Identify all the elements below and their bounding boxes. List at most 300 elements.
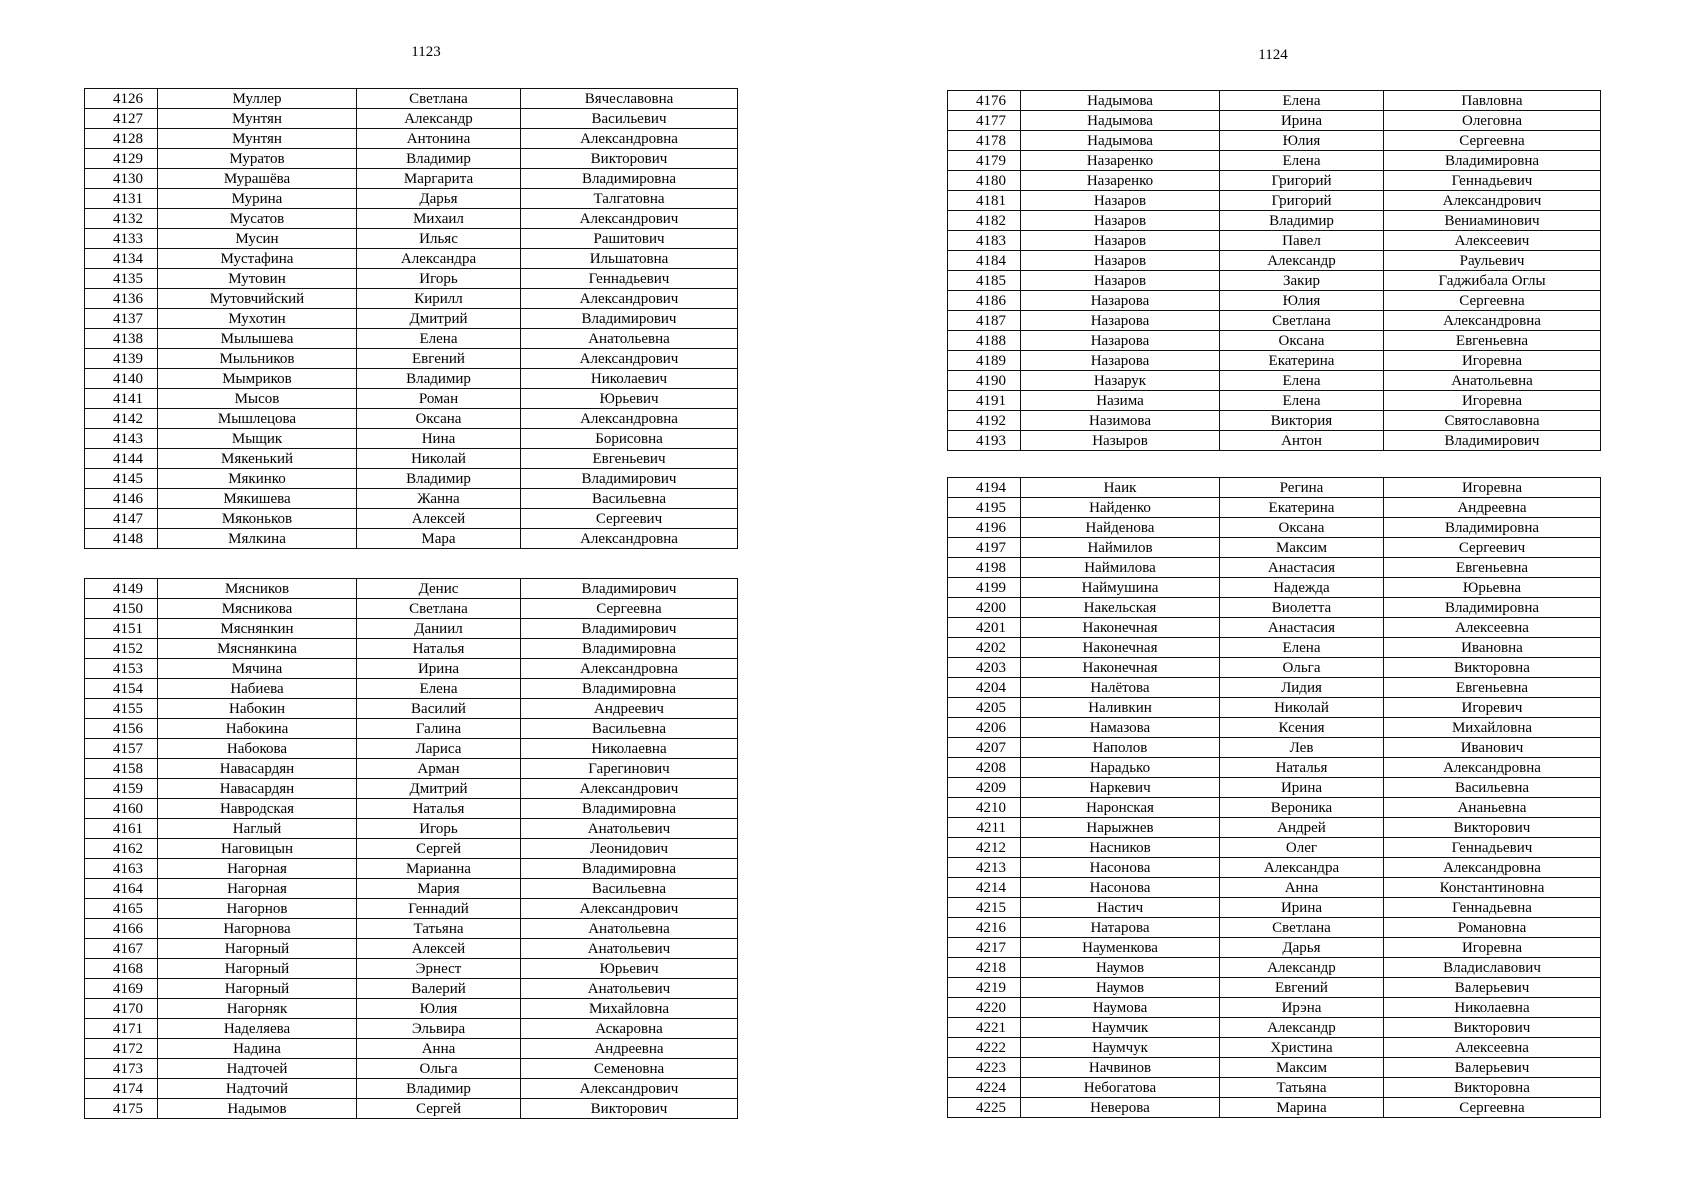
first-name: Вероника — [1220, 798, 1384, 818]
last-name: Назима — [1021, 391, 1220, 411]
patronymic: Алексеевна — [1384, 1038, 1601, 1058]
patronymic: Олеговна — [1384, 111, 1601, 131]
patronymic: Александрович — [521, 349, 738, 369]
first-name: Николай — [1220, 698, 1384, 718]
table-row — [85, 449, 738, 469]
entry-number: 4224 — [948, 1078, 1021, 1098]
last-name: Назаров — [1021, 251, 1220, 271]
table-row — [948, 898, 1601, 918]
patronymic: Сергеевич — [521, 509, 738, 529]
entry-number: 4185 — [948, 271, 1021, 291]
last-name: Надымов — [158, 1099, 357, 1119]
patronymic: Аскаровна — [521, 1019, 738, 1039]
first-name: Ирина — [1220, 898, 1384, 918]
entry-number: 4161 — [85, 819, 158, 839]
entry-number: 4132 — [85, 209, 158, 229]
entry-number: 4191 — [948, 391, 1021, 411]
patronymic: Евгеньевна — [1384, 558, 1601, 578]
patronymic: Евгеньевна — [1384, 331, 1601, 351]
last-name: Наймушина — [1021, 578, 1220, 598]
entry-number: 4202 — [948, 638, 1021, 658]
last-name: Наумов — [1021, 958, 1220, 978]
last-name: Нагорная — [158, 859, 357, 879]
last-name: Нагорнов — [158, 899, 357, 919]
first-name: Сергей — [357, 839, 521, 859]
first-name: Валерий — [357, 979, 521, 999]
first-name: Татьяна — [357, 919, 521, 939]
last-name: Назарова — [1021, 311, 1220, 331]
first-name: Марианна — [357, 859, 521, 879]
entry-number: 4192 — [948, 411, 1021, 431]
last-name: Наконечная — [1021, 618, 1220, 638]
last-name: Мякишева — [158, 489, 357, 509]
table-row — [85, 289, 738, 309]
last-name: Найденова — [1021, 518, 1220, 538]
patronymic: Николаевна — [521, 739, 738, 759]
table-row — [948, 351, 1601, 371]
last-name: Мылышева — [158, 329, 357, 349]
patronymic: Анатольевич — [521, 979, 738, 999]
last-name: Надточий — [158, 1079, 357, 1099]
table-row — [948, 431, 1601, 451]
first-name: Елена — [357, 329, 521, 349]
table-row — [948, 578, 1601, 598]
patronymic: Игоревна — [1384, 478, 1601, 498]
entry-number: 4198 — [948, 558, 1021, 578]
patronymic: Геннадьевич — [1384, 838, 1601, 858]
last-name: Наркевич — [1021, 778, 1220, 798]
last-name: Мыщик — [158, 429, 357, 449]
entry-number: 4180 — [948, 171, 1021, 191]
table-row — [85, 109, 738, 129]
entry-number: 4159 — [85, 779, 158, 799]
entry-number: 4141 — [85, 389, 158, 409]
last-name: Набиева — [158, 679, 357, 699]
table-row — [85, 489, 738, 509]
table-row — [85, 349, 738, 369]
table-row — [85, 639, 738, 659]
last-name: Мурашёва — [158, 169, 357, 189]
first-name: Антон — [1220, 431, 1384, 451]
patronymic: Семеновна — [521, 1059, 738, 1079]
entry-number: 4187 — [948, 311, 1021, 331]
first-name: Александр — [357, 109, 521, 129]
table-row — [85, 679, 738, 699]
last-name: Надина — [158, 1039, 357, 1059]
entry-number: 4193 — [948, 431, 1021, 451]
patronymic: Николаевич — [521, 369, 738, 389]
patronymic: Раульевич — [1384, 251, 1601, 271]
last-name: Набокина — [158, 719, 357, 739]
last-name: Намазова — [1021, 718, 1220, 738]
patronymic: Владимировна — [521, 859, 738, 879]
last-name: Нагорняк — [158, 999, 357, 1019]
patronymic: Евгеньевич — [521, 449, 738, 469]
table-row — [85, 919, 738, 939]
last-name: Навасардян — [158, 759, 357, 779]
table-row — [948, 331, 1601, 351]
entry-number: 4151 — [85, 619, 158, 639]
table-row — [85, 89, 738, 109]
table-row — [948, 1018, 1601, 1038]
last-name: Мусатов — [158, 209, 357, 229]
first-name: Мара — [357, 529, 521, 549]
entry-number: 4137 — [85, 309, 158, 329]
entry-number: 4146 — [85, 489, 158, 509]
last-name: Мяконьков — [158, 509, 357, 529]
table-row — [948, 758, 1601, 778]
first-name: Алексей — [357, 509, 521, 529]
entry-number: 4214 — [948, 878, 1021, 898]
first-name: Анна — [357, 1039, 521, 1059]
last-name: Мусин — [158, 229, 357, 249]
entry-number: 4173 — [85, 1059, 158, 1079]
table-row — [948, 518, 1601, 538]
table-row — [948, 958, 1601, 978]
patronymic: Сергеевич — [1384, 538, 1601, 558]
table-row — [948, 638, 1601, 658]
entry-number: 4166 — [85, 919, 158, 939]
table-row — [948, 231, 1601, 251]
entry-number: 4188 — [948, 331, 1021, 351]
table-row — [948, 678, 1601, 698]
table-row — [85, 429, 738, 449]
patronymic: Леонидович — [521, 839, 738, 859]
patronymic: Геннадьевич — [1384, 171, 1601, 191]
first-name: Эрнест — [357, 959, 521, 979]
table-row — [85, 269, 738, 289]
first-name: Анастасия — [1220, 558, 1384, 578]
table-row — [948, 191, 1601, 211]
last-name: Нарадько — [1021, 758, 1220, 778]
entry-number: 4149 — [85, 579, 158, 599]
table-row — [948, 998, 1601, 1018]
entry-number: 4131 — [85, 189, 158, 209]
name-table — [84, 578, 738, 1119]
table-row — [948, 838, 1601, 858]
table-row — [948, 878, 1601, 898]
last-name: Надточей — [158, 1059, 357, 1079]
entry-number: 4205 — [948, 698, 1021, 718]
entry-number: 4147 — [85, 509, 158, 529]
last-name: Навродская — [158, 799, 357, 819]
entry-number: 4178 — [948, 131, 1021, 151]
last-name: Навасардян — [158, 779, 357, 799]
entry-number: 4206 — [948, 718, 1021, 738]
entry-number: 4150 — [85, 599, 158, 619]
entry-number: 4169 — [85, 979, 158, 999]
last-name: Назаров — [1021, 191, 1220, 211]
entry-number: 4183 — [948, 231, 1021, 251]
table-row — [948, 391, 1601, 411]
table-row — [85, 229, 738, 249]
last-name: Наговицын — [158, 839, 357, 859]
name-table — [947, 90, 1601, 451]
entry-number: 4204 — [948, 678, 1021, 698]
last-name: Мяснянкина — [158, 639, 357, 659]
first-name: Елена — [1220, 151, 1384, 171]
patronymic: Александрович — [521, 1079, 738, 1099]
first-name: Евгений — [1220, 978, 1384, 998]
table-row — [948, 1038, 1601, 1058]
table-row — [85, 329, 738, 349]
entry-number: 4181 — [948, 191, 1021, 211]
first-name: Андрей — [1220, 818, 1384, 838]
last-name: Начвинов — [1021, 1058, 1220, 1078]
patronymic: Алексеевна — [1384, 618, 1601, 638]
first-name: Дмитрий — [357, 309, 521, 329]
last-name: Назарова — [1021, 331, 1220, 351]
entry-number: 4142 — [85, 409, 158, 429]
table-row — [85, 129, 738, 149]
patronymic: Гаджибала Оглы — [1384, 271, 1601, 291]
patronymic: Александровна — [1384, 311, 1601, 331]
first-name: Игорь — [357, 269, 521, 289]
last-name: Насонова — [1021, 878, 1220, 898]
last-name: Назаров — [1021, 211, 1220, 231]
patronymic: Юрьевич — [521, 959, 738, 979]
first-name: Павел — [1220, 231, 1384, 251]
patronymic: Владимирович — [521, 309, 738, 329]
first-name: Елена — [1220, 638, 1384, 658]
first-name: Ирина — [1220, 778, 1384, 798]
entry-number: 4130 — [85, 169, 158, 189]
patronymic: Михайловна — [521, 999, 738, 1019]
table-row — [948, 211, 1601, 231]
first-name: Юлия — [357, 999, 521, 1019]
patronymic: Борисовна — [521, 429, 738, 449]
last-name: Неверова — [1021, 1098, 1220, 1118]
table-row — [948, 111, 1601, 131]
table-row — [948, 1058, 1601, 1078]
patronymic: Павловна — [1384, 91, 1601, 111]
table-row — [85, 799, 738, 819]
first-name: Дарья — [1220, 938, 1384, 958]
patronymic: Святославовна — [1384, 411, 1601, 431]
last-name: Наумова — [1021, 998, 1220, 1018]
entry-number: 4126 — [85, 89, 158, 109]
last-name: Назыров — [1021, 431, 1220, 451]
entry-number: 4175 — [85, 1099, 158, 1119]
patronymic: Игоревна — [1384, 391, 1601, 411]
patronymic: Игоревна — [1384, 351, 1601, 371]
table-row — [85, 779, 738, 799]
table-row — [85, 1039, 738, 1059]
entry-number: 4213 — [948, 858, 1021, 878]
last-name: Нагорный — [158, 959, 357, 979]
first-name: Наталья — [357, 799, 521, 819]
patronymic: Валерьевич — [1384, 1058, 1601, 1078]
entry-number: 4158 — [85, 759, 158, 779]
table-row — [948, 618, 1601, 638]
last-name: Наик — [1021, 478, 1220, 498]
table-row — [948, 858, 1601, 878]
last-name: Мутовин — [158, 269, 357, 289]
first-name: Александр — [1220, 1018, 1384, 1038]
first-name: Лариса — [357, 739, 521, 759]
table-row — [85, 879, 738, 899]
last-name: Мялкина — [158, 529, 357, 549]
first-name: Даниил — [357, 619, 521, 639]
entry-number: 4164 — [85, 879, 158, 899]
first-name: Юлия — [1220, 291, 1384, 311]
first-name: Виолетта — [1220, 598, 1384, 618]
entry-number: 4190 — [948, 371, 1021, 391]
first-name: Марина — [1220, 1098, 1384, 1118]
table-row — [85, 169, 738, 189]
last-name: Мустафина — [158, 249, 357, 269]
table-row — [85, 209, 738, 229]
entry-number: 4203 — [948, 658, 1021, 678]
entry-number: 4136 — [85, 289, 158, 309]
patronymic: Владимирович — [521, 579, 738, 599]
table-row — [948, 498, 1601, 518]
entry-number: 4155 — [85, 699, 158, 719]
table-row — [85, 979, 738, 999]
table-row — [85, 1099, 738, 1119]
first-name: Евгений — [357, 349, 521, 369]
entry-number: 4212 — [948, 838, 1021, 858]
last-name: Мясникова — [158, 599, 357, 619]
first-name: Василий — [357, 699, 521, 719]
patronymic: Андреевна — [521, 1039, 738, 1059]
patronymic: Александровна — [1384, 858, 1601, 878]
first-name: Мария — [357, 879, 521, 899]
table-row — [948, 598, 1601, 618]
table-row — [85, 1059, 738, 1079]
table-row — [948, 291, 1601, 311]
patronymic: Николаевна — [1384, 998, 1601, 1018]
patronymic: Александровна — [521, 529, 738, 549]
first-name: Максим — [1220, 538, 1384, 558]
patronymic: Владиславович — [1384, 958, 1601, 978]
patronymic: Вячеславовна — [521, 89, 738, 109]
entry-number: 4165 — [85, 899, 158, 919]
entry-number: 4199 — [948, 578, 1021, 598]
first-name: Геннадий — [357, 899, 521, 919]
last-name: Муллер — [158, 89, 357, 109]
table-row — [948, 131, 1601, 151]
entry-number: 4134 — [85, 249, 158, 269]
first-name: Ольга — [357, 1059, 521, 1079]
last-name: Наконечная — [1021, 638, 1220, 658]
patronymic: Владимирович — [1384, 431, 1601, 451]
table-row — [948, 558, 1601, 578]
table-row — [85, 249, 738, 269]
entry-number: 4225 — [948, 1098, 1021, 1118]
patronymic: Владимирович — [521, 619, 738, 639]
last-name: Мякинко — [158, 469, 357, 489]
first-name: Александра — [1220, 858, 1384, 878]
patronymic: Анатольевич — [521, 819, 738, 839]
entry-number: 4179 — [948, 151, 1021, 171]
table-row — [948, 918, 1601, 938]
entry-number: 4184 — [948, 251, 1021, 271]
entry-number: 4133 — [85, 229, 158, 249]
entry-number: 4144 — [85, 449, 158, 469]
patronymic: Андреевич — [521, 699, 738, 719]
first-name: Владимир — [357, 469, 521, 489]
last-name: Небогатова — [1021, 1078, 1220, 1098]
last-name: Нагорный — [158, 979, 357, 999]
page-number: 1123 — [411, 44, 441, 60]
entry-number: 4135 — [85, 269, 158, 289]
first-name: Жанна — [357, 489, 521, 509]
last-name: Наумчик — [1021, 1018, 1220, 1038]
first-name: Галина — [357, 719, 521, 739]
first-name: Антонина — [357, 129, 521, 149]
last-name: Мунтян — [158, 109, 357, 129]
first-name: Лидия — [1220, 678, 1384, 698]
table-row — [948, 818, 1601, 838]
first-name: Владимир — [357, 1079, 521, 1099]
last-name: Наливкин — [1021, 698, 1220, 718]
first-name: Закир — [1220, 271, 1384, 291]
last-name: Наронская — [1021, 798, 1220, 818]
patronymic: Владимировна — [521, 679, 738, 699]
first-name: Наталья — [357, 639, 521, 659]
table-row — [85, 859, 738, 879]
first-name: Лев — [1220, 738, 1384, 758]
patronymic: Викторович — [1384, 818, 1601, 838]
entry-number: 4167 — [85, 939, 158, 959]
patronymic: Викторовна — [1384, 1078, 1601, 1098]
first-name: Игорь — [357, 819, 521, 839]
last-name: Наумов — [1021, 978, 1220, 998]
last-name: Мячина — [158, 659, 357, 679]
table-row — [85, 509, 738, 529]
first-name: Николай — [357, 449, 521, 469]
patronymic: Васильевна — [521, 879, 738, 899]
first-name: Владимир — [357, 369, 521, 389]
first-name: Оксана — [1220, 518, 1384, 538]
patronymic: Игоревич — [1384, 698, 1601, 718]
last-name: Наумчук — [1021, 1038, 1220, 1058]
last-name: Накельская — [1021, 598, 1220, 618]
last-name: Наймилов — [1021, 538, 1220, 558]
patronymic: Александровна — [1384, 758, 1601, 778]
last-name: Нарыжнев — [1021, 818, 1220, 838]
patronymic: Васильевна — [521, 489, 738, 509]
patronymic: Александрович — [1384, 191, 1601, 211]
entry-number: 4182 — [948, 211, 1021, 231]
first-name: Ирэна — [1220, 998, 1384, 1018]
table-row — [948, 251, 1601, 271]
table-row — [85, 619, 738, 639]
last-name: Насонова — [1021, 858, 1220, 878]
last-name: Найденко — [1021, 498, 1220, 518]
last-name: Назимова — [1021, 411, 1220, 431]
last-name: Наконечная — [1021, 658, 1220, 678]
table-row — [85, 529, 738, 549]
table-row — [85, 599, 738, 619]
patronymic: Викторовна — [1384, 658, 1601, 678]
patronymic: Юрьевна — [1384, 578, 1601, 598]
first-name: Наталья — [1220, 758, 1384, 778]
last-name: Мяснянкин — [158, 619, 357, 639]
table-row — [85, 839, 738, 859]
table-row — [85, 579, 738, 599]
table-row — [85, 739, 738, 759]
table-row — [85, 409, 738, 429]
first-name: Сергей — [357, 1099, 521, 1119]
last-name: Мымриков — [158, 369, 357, 389]
last-name: Нагорная — [158, 879, 357, 899]
patronymic: Михайловна — [1384, 718, 1601, 738]
table-row — [85, 999, 738, 1019]
first-name: Екатерина — [1220, 498, 1384, 518]
first-name: Анна — [1220, 878, 1384, 898]
